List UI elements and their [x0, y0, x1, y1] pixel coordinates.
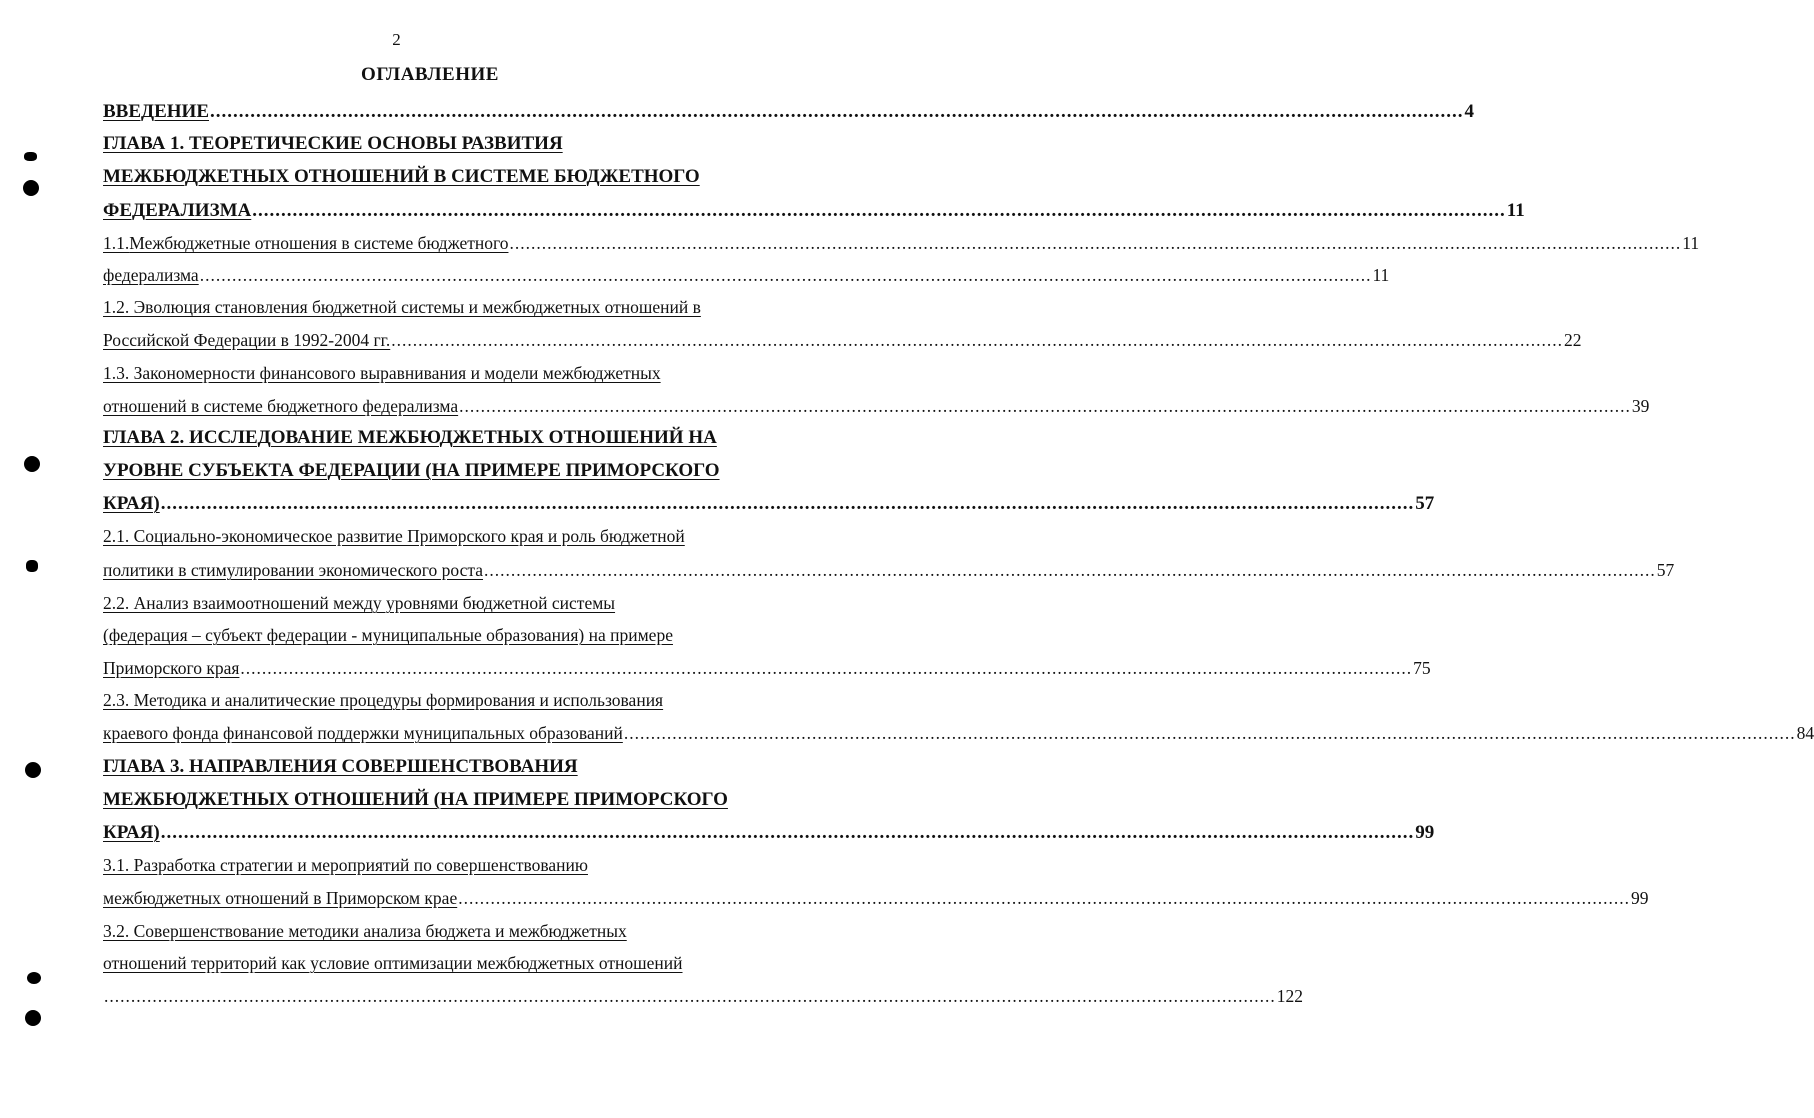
toc-entry-text: 3.2. Совершенствование методики анализа бюджета и межбюджетных — [103, 921, 627, 941]
dot-leader: .......................................................................................................................................................................................................................... — [210, 101, 1464, 122]
dot-leader: .......................................................................................................................................................................................................................... — [199, 265, 1372, 285]
punch-hole-mark — [26, 560, 38, 572]
toc-entry[interactable] — [103, 198, 1525, 222]
toc-entry-text: МЕЖБЮДЖЕТНЫХ ОТНОШЕНИЙ (НА ПРИМЕРЕ ПРИМОРСКОГО — [103, 789, 728, 810]
toc-entry[interactable] — [103, 230, 1700, 254]
toc-entry[interactable] — [103, 557, 1675, 581]
toc-entry[interactable] — [103, 754, 740, 778]
dot-leader: .......................................................................................................................................................................................................................... — [160, 822, 1415, 843]
dot-leader: .......................................................................................................................................................................................................................... — [459, 396, 1631, 416]
toc-page-number: 84 — [1796, 723, 1814, 743]
toc-entry-text: ГЛАВА 2. ИССЛЕДОВАНИЕ МЕЖБЮДЖЕТНЫХ ОТНОШЕНИЙ НА — [103, 427, 717, 448]
toc-page-number: 11 — [1682, 233, 1700, 253]
toc-entry-text: 1.3. Закономерности финансового выравнивания и модели межбюджетных — [103, 363, 661, 383]
toc-page-number: 11 — [1506, 200, 1525, 221]
toc-entry[interactable] — [103, 918, 740, 942]
toc-page-number: 75 — [1413, 658, 1431, 678]
toc-entry[interactable] — [103, 327, 1582, 351]
toc-entry[interactable] — [103, 99, 1474, 123]
toc-entry-text: межбюджетных отношений в Приморском крае — [103, 888, 458, 908]
dot-leader: .......................................................................................................................................................................................................................... — [160, 493, 1415, 514]
toc-entry-text: отношений в системе бюджетного федерализма — [103, 396, 459, 416]
toc-entry-text: (федерация – субъект федерации - муниципальные образования) на примере — [103, 625, 673, 645]
toc-page-number: 4 — [1464, 101, 1474, 122]
dot-leader: .......................................................................................................................................................................................................................... — [509, 233, 1682, 253]
toc-entry[interactable] — [103, 523, 740, 547]
punch-hole-mark — [24, 456, 40, 472]
toc-page-number: 57 — [1656, 560, 1675, 580]
toc-entry[interactable] — [103, 622, 740, 646]
toc-entry[interactable] — [103, 360, 740, 384]
toc-entry-text: краевого фонда финансовой поддержки муниципальных образований — [103, 723, 623, 743]
dot-leader: .......................................................................................................................................................................................................................... — [252, 200, 1506, 221]
toc-entry[interactable] — [103, 131, 740, 155]
toc-entry[interactable] — [103, 458, 740, 482]
toc-entry[interactable] — [103, 393, 1650, 417]
toc-page-number: 39 — [1631, 396, 1650, 416]
toc-entry-text: 1.2. Эволюция становления бюджетной системы и межбюджетных отношений в — [103, 297, 701, 317]
toc-entry-text: УРОВНЕ СУБЪЕКТА ФЕДЕРАЦИИ (НА ПРИМЕРЕ ПРИМОРСКОГО — [103, 460, 720, 481]
toc-entry[interactable] — [103, 262, 1390, 286]
toc-entry-text: политики в стимулировании экономического роста — [103, 560, 484, 580]
toc-entry-text: ГЛАВА 3. НАПРАВЛЕНИЯ СОВЕРШЕНСТВОВАНИЯ — [103, 756, 578, 777]
toc-entry[interactable] — [103, 164, 740, 188]
punch-hole-mark — [25, 762, 41, 778]
toc-entry[interactable] — [103, 425, 740, 449]
dot-leader: .......................................................................................................................................................................................................................... — [484, 560, 1656, 580]
toc-entry-text: Российской Федерации в 1992-2004 гг. — [103, 330, 391, 350]
toc-entry[interactable] — [103, 720, 1814, 744]
toc-entry[interactable] — [103, 820, 1435, 844]
toc-page-number: 57 — [1415, 493, 1435, 514]
dot-leader: .......................................................................................................................................................................................................................... — [623, 723, 1796, 743]
toc-entry[interactable] — [103, 852, 740, 876]
punch-hole-mark — [23, 180, 39, 196]
toc-page-number: 99 — [1415, 822, 1435, 843]
toc-entry[interactable] — [103, 687, 740, 711]
punch-hole-mark — [25, 1010, 41, 1026]
toc-page-number: 122 — [1276, 986, 1303, 1006]
toc-entry-text: МЕЖБЮДЖЕТНЫХ ОТНОШЕНИЙ В СИСТЕМЕ БЮДЖЕТНОГО — [103, 166, 700, 187]
toc-entry-text: ФЕДЕРАЛИЗМА — [103, 200, 252, 221]
punch-hole-mark — [24, 152, 37, 161]
toc-entry-text: КРАЯ) — [103, 493, 160, 514]
toc-entry-text: Межбюджетные отношения в системе бюджетного — [129, 233, 509, 253]
toc-page-number: 11 — [1372, 265, 1390, 285]
toc-entry[interactable] — [103, 950, 740, 974]
dot-leader: .......................................................................................................................................................................................................................... — [240, 658, 1413, 678]
toc-entry-text: 2.2. Анализ взаимоотношений между уровнями бюджетной системы — [103, 593, 616, 613]
dot-leader: .......................................................................................................................................................................................................................... — [458, 888, 1630, 908]
toc-entry[interactable] — [103, 787, 740, 811]
toc-entry[interactable] — [103, 491, 1435, 515]
toc-page-number: 99 — [1630, 888, 1649, 908]
toc-entry-text: 3.1. Разработка стратегии и мероприятий по совершенствованию — [103, 855, 588, 875]
dot-leader: .......................................................................................................................................................................................................................... — [391, 330, 1563, 350]
toc-entry-text: КРАЯ) — [103, 822, 160, 843]
toc-entry-text: 2.3. Методика и аналитические процедуры формирования и использования — [103, 690, 664, 710]
dot-leader: .......................................................................................................................................................................................................................... — [104, 986, 1276, 1006]
toc-entry[interactable] — [103, 294, 740, 318]
toc-entry-text: 2.1. Социально-экономическое развитие Приморского края и роль бюджетной — [103, 526, 685, 546]
toc-entry-number: 1.1. — [103, 233, 130, 253]
page-number: 2 — [392, 30, 401, 49]
toc-entry-text: ГЛАВА 1. ТЕОРЕТИЧЕСКИЕ ОСНОВЫ РАЗВИТИЯ — [103, 133, 563, 154]
toc-page-number: 22 — [1564, 330, 1582, 350]
toc-entry[interactable] — [103, 885, 1649, 909]
toc-title: ОГЛАВЛЕНИЕ — [361, 64, 499, 85]
toc-entry-text: Приморского края — [103, 658, 240, 678]
toc-entry-text: ВВЕДЕНИЕ — [103, 101, 209, 122]
toc-entry[interactable] — [103, 983, 1303, 1007]
toc-entry-text: федерализма — [103, 265, 199, 285]
toc-entry[interactable] — [103, 590, 740, 614]
toc-entry[interactable] — [103, 655, 1431, 679]
toc-entry-text: отношений территорий как условие оптимизации межбюджетных отношений — [103, 953, 683, 973]
punch-hole-mark — [27, 972, 41, 984]
